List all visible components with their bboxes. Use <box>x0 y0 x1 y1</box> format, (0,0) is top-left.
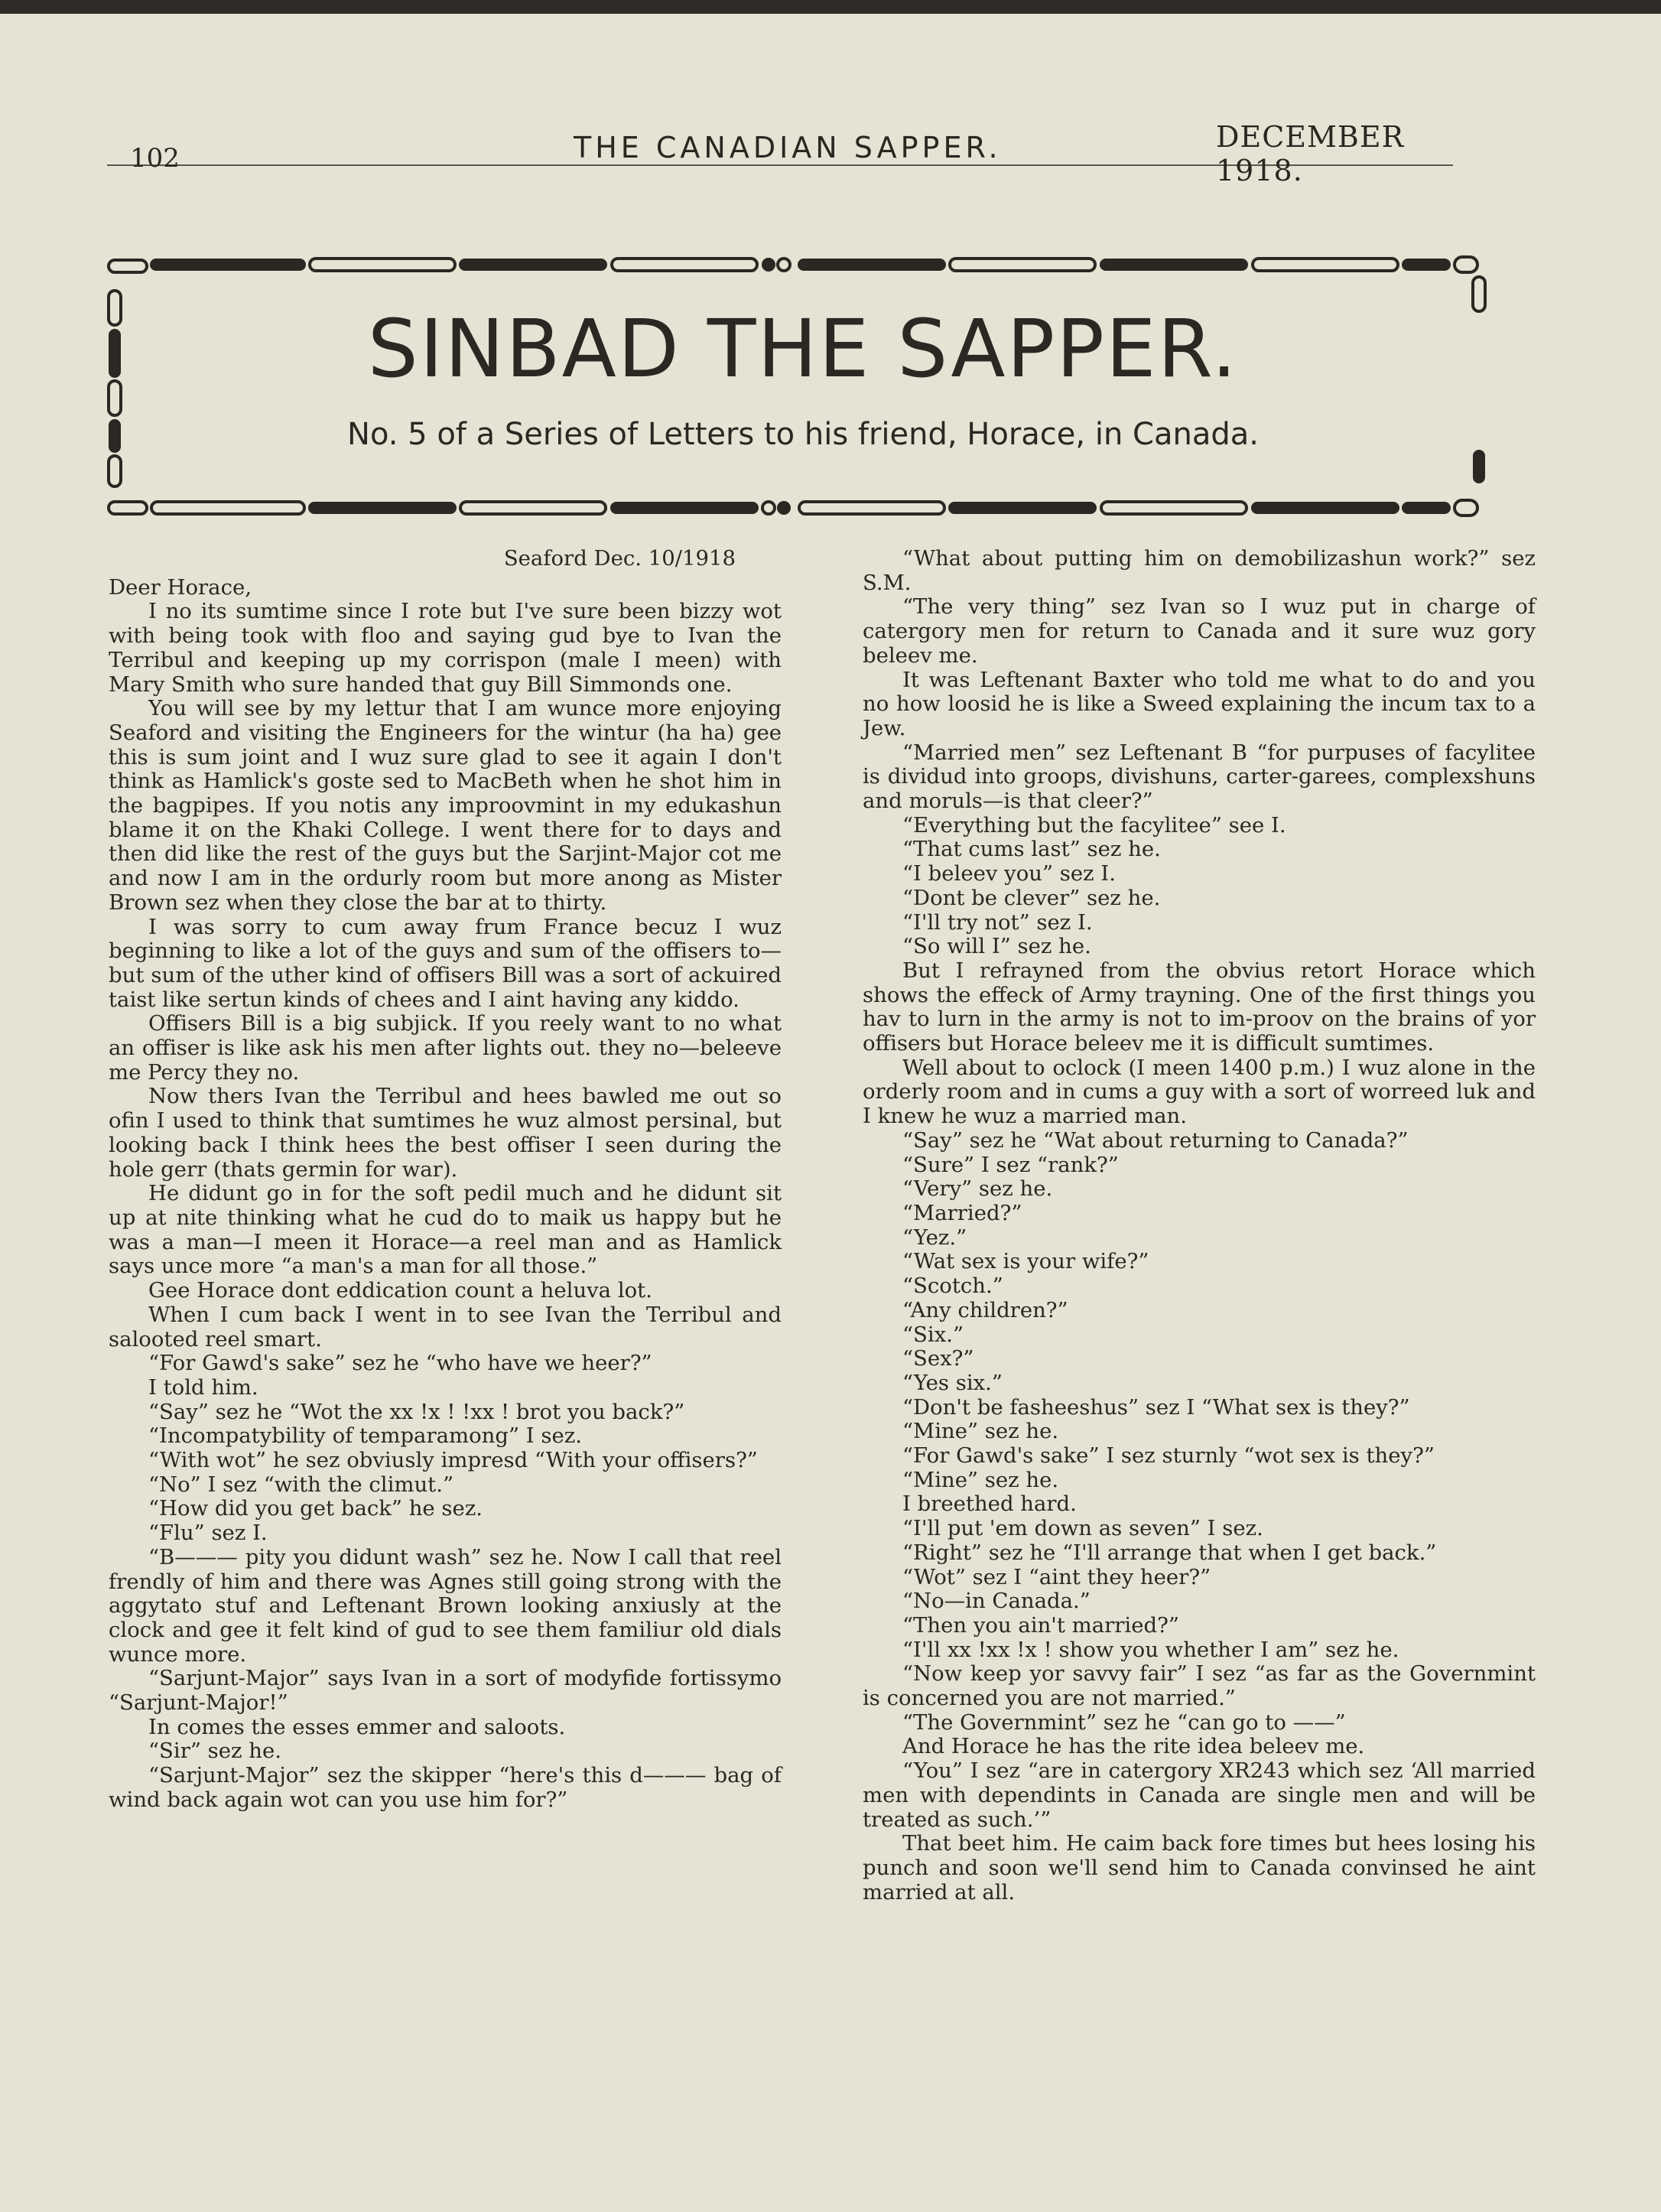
paragraph: Well about to oclock (I meen 1400 p.m.) I wuz alone in the orderly room and in cums a guy with a sort of worreed luk and I knew he wuz a married man. <box>863 1055 1536 1129</box>
paragraph: “Right” sez he “I'll arrange that when I get back.” <box>902 1540 1437 1565</box>
paragraph: That beet him. He caim back fore times but hees losing his punch and soon we'll send him to Canada convinsed he aint married at all. <box>863 1831 1536 1905</box>
right-column <box>863 547 1536 1905</box>
paragraph: Offisers Bill is a big subjick. If you reely want to no what an offiser is like ask his men after lights out. they no—beleeve me Percy they no. <box>109 1011 782 1085</box>
paragraph: “I'll try not” sez I. <box>902 909 1093 935</box>
paragraph: “Sir” sez he. <box>148 1739 281 1764</box>
paragraph: “Very” sez he. <box>902 1176 1053 1202</box>
paragraph: But I refrayned from the obvius retort Horace which shows the effeck of Army trayning. One of the first things you hav to lurn in the army is not to im-proov on the brains of yor offisers but Horace beleev me it is difficult sumtimes. <box>863 958 1536 1056</box>
paragraph: “Yez.” <box>902 1225 967 1250</box>
issue-date: DECEMBER 1918. <box>1216 120 1405 187</box>
paragraph: “Married?” <box>902 1200 1022 1225</box>
paragraph: “Sure” I sez “rank?” <box>902 1152 1119 1177</box>
dateline: Seaford Dec. 10/1918 <box>503 546 736 571</box>
paragraph: “Then you ain't married?” <box>902 1612 1179 1638</box>
paragraph: I was sorry to cum away frum France becuz I wuz beginning to like a lot of the guys and sum of the offisers to—but sum of the uther kind of offisers Bill was a sort of ackuired taist like sertun kinds of chees and I aint having any kiddo. <box>109 914 782 1012</box>
paragraph: When I cum back I went in to see Ivan the Terribul and salooted reel smart. <box>109 1302 782 1352</box>
paragraph: “Married men” sez Leftenant B “for purpuses of facylitee is dividud into groops, divishuns, carter-garees, complexshuns and moruls—is that cleer?” <box>863 740 1536 814</box>
paragraph: “You” I sez “are in catergory XR243 which sez ‘All married men with dependints in Canada are single men and will be treated as such.’” <box>863 1758 1536 1832</box>
title-banner <box>107 229 1499 528</box>
paragraph: I breethed hard. <box>902 1491 1077 1517</box>
paragraph: “I'll xx !xx !x ! show you whether I am” sez he. <box>902 1637 1399 1662</box>
paragraph: “Dont be clever” sez he. <box>902 885 1161 910</box>
paragraph: You will see by my lettur that I am wunce more enjoying Seaford and visiting the Engineers for the wintur (ha ha) gee this is sum joint and I wuz sure glad to see it again I don't think as Hamlick's goste sed to MacBeth when he shot him in the bagpipes. If you notis any improovmint in my edukashun blame it on the Khaki College. I went there for to days and then did like the rest of the guys but the Sarjint-Major cot me and now I am in the ordurly room but more anong as Mister Brown sez when they close the bar at to thirty. <box>109 696 782 915</box>
paragraph: “With wot” he sez obviusly impresd “With your offisers?” <box>148 1448 758 1473</box>
paragraph: “Everything but the facylitee” see I. <box>902 812 1286 838</box>
paragraph: Now thers Ivan the Terribul and hees bawled me out so ofin I used to think that sumtimes he wuz almost persinal, but looking back I think hees the best offiser I seen during the hole gerr (thats germin for war). <box>109 1084 782 1182</box>
paragraph: “The Governmint” sez he “can go to ——” <box>902 1709 1346 1735</box>
paragraph: “Wat sex is your wife?” <box>902 1249 1149 1274</box>
paragraph: “For Gawd's sake” sez he “who have we heer?” <box>148 1351 652 1376</box>
paragraph: It was Leftenant Baxter who told me what to do and you no how loosid he is like a Sweed explaining the incum tax to a Jew. <box>863 667 1536 740</box>
paragraph: “Scotch.” <box>902 1274 1003 1299</box>
paragraph: “Sarjunt-Major” says Ivan in a sort of modyfide fortissymo “Sarjunt-Major!” <box>109 1666 782 1716</box>
paragraph: “I'll put 'em down as seven” I sez. <box>902 1516 1263 1541</box>
paragraph: “B——— pity you didunt wash” sez he. Now I call that reel frendly of him and there was Agnes still going strong with the aggytato stuf and Leftenant Brown looking anxiusly at the clock and gee it felt kind of gud to see them familiur old dials wunce more. <box>109 1544 782 1667</box>
paragraph: Gee Horace dont eddication count a heluva lot. <box>148 1278 652 1303</box>
paragraph: “I beleev you” sez I. <box>902 861 1116 886</box>
paragraph: “That cums last” sez he. <box>902 837 1161 862</box>
paragraph: “Wot” sez I “aint they heer?” <box>902 1564 1211 1589</box>
paragraph: He didunt go in for the soft pedil much and he didunt sit up at nite thinking what he cud do to maik us happy but he was a man—I meen it Horace—a reel man and as Hamlick says unce more “a man's a man for all those.” <box>109 1181 782 1279</box>
paragraph: I no its sumtime since I rote but I've sure been bizzy wot with being took with floo and saying gud bye to Ivan the Terribul and keeping up my corrispon (male I meen) with Mary Smith who sure handed that guy Bill Simmonds one. <box>109 599 782 697</box>
article-title: SINBAD THE SAPPER. <box>367 302 1239 395</box>
paragraph: “Mine” sez he. <box>902 1419 1059 1444</box>
paragraph: “What about putting him on demobilizashun work?” sez S.M. <box>863 546 1536 595</box>
paragraph: “Yes six.” <box>902 1370 1003 1395</box>
page-number: 102 <box>130 143 180 174</box>
paragraph: “No” I sez “with the climut.” <box>148 1472 454 1497</box>
paragraph: “So will I” sez he. <box>902 934 1091 959</box>
paragraph: “Don't be fasheeshus” sez I “What sex is they?” <box>902 1394 1410 1420</box>
paragraph: “Now keep yor savvy fair” I sez “as far as the Governmint is concerned you are not married.” <box>863 1661 1536 1711</box>
paragraph: I told him. <box>148 1374 258 1400</box>
page-header <box>107 111 1453 187</box>
paragraph: “Six.” <box>902 1322 964 1347</box>
salutation: Deer Horace, <box>109 574 252 600</box>
paragraph: “Any children?” <box>902 1297 1068 1322</box>
article-subtitle: No. 5 of a Series of Letters to his friend, Horace, in Canada. <box>347 417 1259 452</box>
paragraph: And Horace he has the rite idea beleev me. <box>902 1734 1365 1759</box>
paragraph: “Incompatybility of temparamong” I sez. <box>148 1423 582 1449</box>
paragraph: “Mine” sez he. <box>902 1467 1059 1492</box>
paragraph: “Sarjunt-Major” sez the skipper “here's this d——— bag of wind back again wot can you use him for?” <box>109 1763 782 1812</box>
paragraph: “Sex?” <box>902 1346 974 1371</box>
scan-top-edge <box>0 0 1661 14</box>
paragraph: In comes the esses emmer and saloots. <box>148 1714 566 1739</box>
paragraph: “How did you get back” he sez. <box>148 1496 483 1521</box>
paragraph: “No—in Canada.” <box>902 1589 1091 1614</box>
paragraph: “Say” sez he “Wot the xx !x ! !xx ! brot you back?” <box>148 1399 685 1424</box>
left-column <box>109 547 782 1813</box>
paragraph: “For Gawd's sake” I sez sturnly “wot sex is they?” <box>902 1443 1435 1469</box>
paragraph: “Flu” sez I. <box>148 1521 268 1546</box>
paragraph: “The very thing” sez Ivan so I wuz put in charge of catergory men for return to Canada and it sure wuz gory beleev me. <box>863 594 1536 668</box>
paragraph: “Say” sez he “Wat about returning to Canada?” <box>902 1127 1409 1153</box>
masthead: THE CANADIAN SAPPER. <box>574 131 1002 164</box>
